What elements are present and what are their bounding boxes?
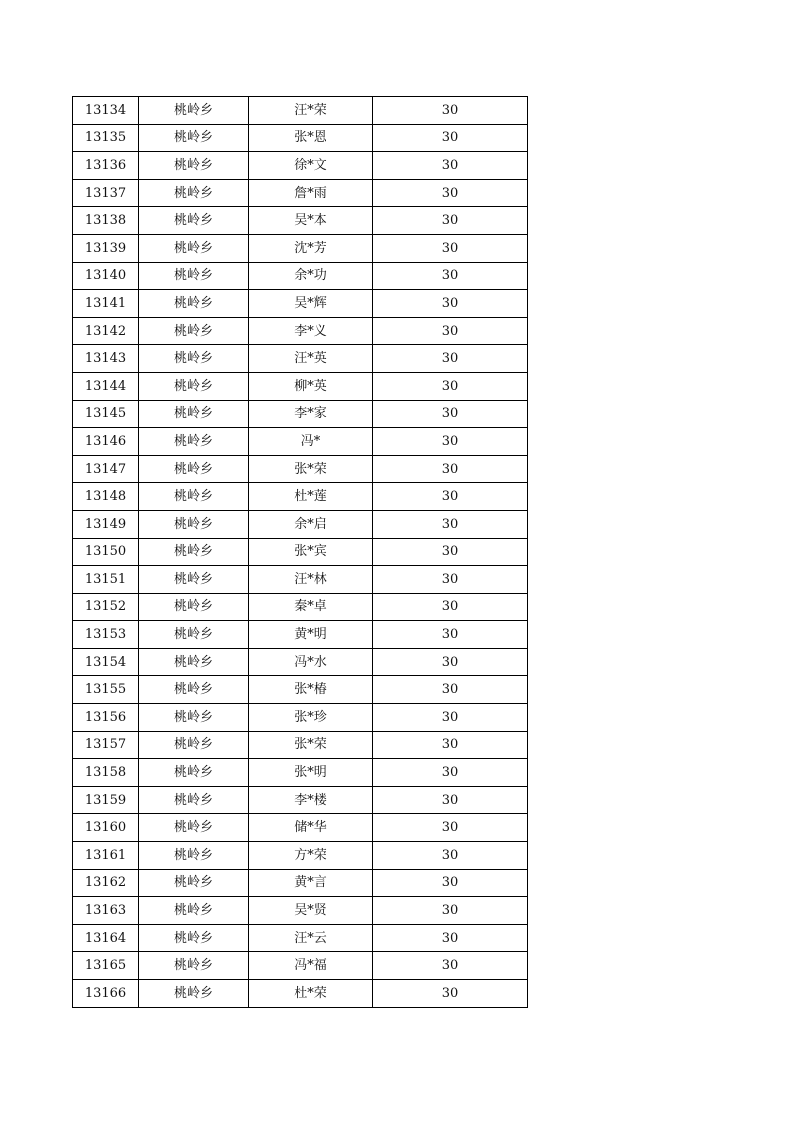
amount-cell: 30 [373,731,528,759]
town-cell: 桃岭乡 [139,593,249,621]
table-row [73,345,528,373]
row-id-cell: 13151 [73,566,139,594]
table-row [73,400,528,428]
amount-cell: 30 [373,648,528,676]
table-row [73,952,528,980]
town-cell: 桃岭乡 [139,731,249,759]
name-cell: 李*义 [249,317,373,345]
amount-cell: 30 [373,400,528,428]
row-id-cell: 13155 [73,676,139,704]
town-cell: 桃岭乡 [139,842,249,870]
amount-cell: 30 [373,869,528,897]
name-cell: 柳*英 [249,372,373,400]
name-cell: 李*楼 [249,786,373,814]
row-id-cell: 13138 [73,207,139,235]
row-id-cell: 13140 [73,262,139,290]
amount-cell: 30 [373,980,528,1008]
row-id-cell: 13156 [73,704,139,732]
name-cell: 冯*水 [249,648,373,676]
table-row [73,759,528,787]
amount-cell: 30 [373,842,528,870]
town-cell: 桃岭乡 [139,400,249,428]
amount-cell: 30 [373,372,528,400]
name-cell: 张*荣 [249,455,373,483]
town-cell: 桃岭乡 [139,372,249,400]
town-cell: 桃岭乡 [139,510,249,538]
row-id-cell: 13148 [73,483,139,511]
amount-cell: 30 [373,317,528,345]
name-cell: 吴*辉 [249,290,373,318]
town-cell: 桃岭乡 [139,97,249,125]
name-cell: 吴*本 [249,207,373,235]
name-cell: 汪*荣 [249,97,373,125]
amount-cell: 30 [373,290,528,318]
row-id-cell: 13144 [73,372,139,400]
amount-cell: 30 [373,759,528,787]
name-cell: 吴*贤 [249,897,373,925]
table-row [73,593,528,621]
name-cell: 方*荣 [249,842,373,870]
table-row [73,786,528,814]
name-cell: 张*明 [249,759,373,787]
town-cell: 桃岭乡 [139,345,249,373]
town-cell: 桃岭乡 [139,207,249,235]
table-row [73,179,528,207]
name-cell: 冯*福 [249,952,373,980]
row-id-cell: 13147 [73,455,139,483]
table-row [73,428,528,456]
row-id-cell: 13136 [73,152,139,180]
table-row [73,510,528,538]
amount-cell: 30 [373,345,528,373]
amount-cell: 30 [373,621,528,649]
amount-cell: 30 [373,262,528,290]
town-cell: 桃岭乡 [139,483,249,511]
table-row [73,621,528,649]
row-id-cell: 13165 [73,952,139,980]
amount-cell: 30 [373,676,528,704]
data-table [72,96,528,1008]
amount-cell: 30 [373,704,528,732]
table-row [73,97,528,125]
town-cell: 桃岭乡 [139,924,249,952]
amount-cell: 30 [373,152,528,180]
town-cell: 桃岭乡 [139,621,249,649]
town-cell: 桃岭乡 [139,538,249,566]
row-id-cell: 13166 [73,980,139,1008]
amount-cell: 30 [373,455,528,483]
amount-cell: 30 [373,179,528,207]
row-id-cell: 13154 [73,648,139,676]
amount-cell: 30 [373,97,528,125]
town-cell: 桃岭乡 [139,124,249,152]
town-cell: 桃岭乡 [139,234,249,262]
amount-cell: 30 [373,924,528,952]
row-id-cell: 13162 [73,869,139,897]
town-cell: 桃岭乡 [139,759,249,787]
town-cell: 桃岭乡 [139,455,249,483]
amount-cell: 30 [373,428,528,456]
town-cell: 桃岭乡 [139,566,249,594]
table-row [73,455,528,483]
name-cell: 杜*莲 [249,483,373,511]
amount-cell: 30 [373,897,528,925]
row-id-cell: 13150 [73,538,139,566]
name-cell: 沈*芳 [249,234,373,262]
amount-cell: 30 [373,814,528,842]
name-cell: 李*家 [249,400,373,428]
table-row [73,538,528,566]
name-cell: 黄*明 [249,621,373,649]
table-row [73,124,528,152]
table-row [73,483,528,511]
name-cell: 张*珍 [249,704,373,732]
table-row [73,317,528,345]
town-cell: 桃岭乡 [139,676,249,704]
amount-cell: 30 [373,566,528,594]
amount-cell: 30 [373,538,528,566]
row-id-cell: 13152 [73,593,139,621]
table-row [73,566,528,594]
name-cell: 汪*英 [249,345,373,373]
name-cell: 徐*文 [249,152,373,180]
name-cell: 汪*云 [249,924,373,952]
row-id-cell: 13146 [73,428,139,456]
table-row [73,869,528,897]
name-cell: 余*功 [249,262,373,290]
table-body [73,97,528,1008]
town-cell: 桃岭乡 [139,704,249,732]
name-cell: 杜*荣 [249,980,373,1008]
table-row [73,814,528,842]
name-cell: 张*椿 [249,676,373,704]
row-id-cell: 13149 [73,510,139,538]
table-row [73,152,528,180]
row-id-cell: 13160 [73,814,139,842]
name-cell: 詹*雨 [249,179,373,207]
row-id-cell: 13139 [73,234,139,262]
amount-cell: 30 [373,786,528,814]
table-row [73,262,528,290]
row-id-cell: 13153 [73,621,139,649]
row-id-cell: 13157 [73,731,139,759]
town-cell: 桃岭乡 [139,428,249,456]
row-id-cell: 13159 [73,786,139,814]
row-id-cell: 13143 [73,345,139,373]
amount-cell: 30 [373,593,528,621]
table-row [73,924,528,952]
row-id-cell: 13141 [73,290,139,318]
amount-cell: 30 [373,510,528,538]
table-row [73,648,528,676]
amount-cell: 30 [373,207,528,235]
table-row [73,372,528,400]
town-cell: 桃岭乡 [139,952,249,980]
name-cell: 储*华 [249,814,373,842]
town-cell: 桃岭乡 [139,869,249,897]
row-id-cell: 13161 [73,842,139,870]
town-cell: 桃岭乡 [139,290,249,318]
row-id-cell: 13164 [73,924,139,952]
town-cell: 桃岭乡 [139,980,249,1008]
amount-cell: 30 [373,483,528,511]
town-cell: 桃岭乡 [139,152,249,180]
name-cell: 冯* [249,428,373,456]
table-row [73,290,528,318]
name-cell: 张*荣 [249,731,373,759]
table-row [73,842,528,870]
town-cell: 桃岭乡 [139,317,249,345]
table-row [73,207,528,235]
row-id-cell: 13135 [73,124,139,152]
town-cell: 桃岭乡 [139,262,249,290]
name-cell: 余*启 [249,510,373,538]
name-cell: 张*宾 [249,538,373,566]
name-cell: 黄*言 [249,869,373,897]
table-row [73,234,528,262]
table-row [73,731,528,759]
name-cell: 汪*林 [249,566,373,594]
row-id-cell: 13142 [73,317,139,345]
town-cell: 桃岭乡 [139,897,249,925]
town-cell: 桃岭乡 [139,786,249,814]
town-cell: 桃岭乡 [139,179,249,207]
row-id-cell: 13158 [73,759,139,787]
amount-cell: 30 [373,952,528,980]
row-id-cell: 13134 [73,97,139,125]
table-row [73,897,528,925]
town-cell: 桃岭乡 [139,814,249,842]
table-row [73,980,528,1008]
amount-cell: 30 [373,124,528,152]
row-id-cell: 13163 [73,897,139,925]
row-id-cell: 13145 [73,400,139,428]
amount-cell: 30 [373,234,528,262]
name-cell: 秦*卓 [249,593,373,621]
table-row [73,704,528,732]
town-cell: 桃岭乡 [139,648,249,676]
row-id-cell: 13137 [73,179,139,207]
name-cell: 张*恩 [249,124,373,152]
table-row [73,676,528,704]
